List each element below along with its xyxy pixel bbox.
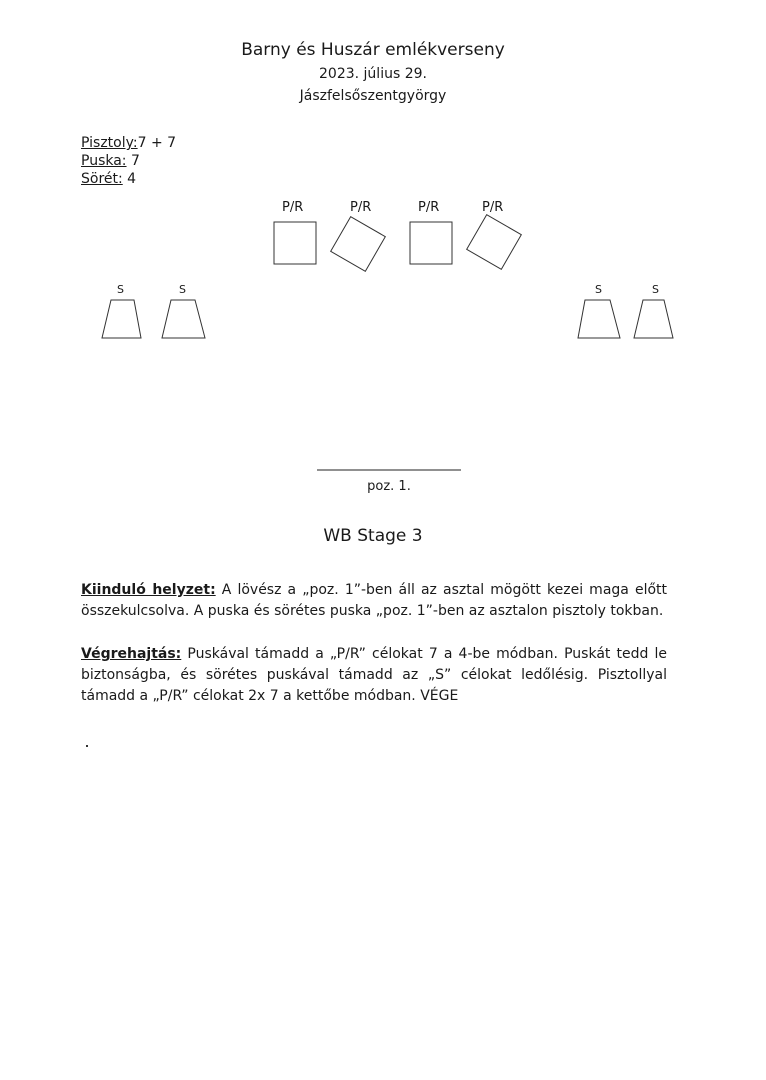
stray-dot xyxy=(86,745,88,747)
pr-label-2: P/R xyxy=(350,200,372,215)
s-label-1: S xyxy=(117,283,124,296)
pr-target-4 xyxy=(467,215,522,270)
shotgun-label: Sörét: xyxy=(81,171,123,187)
pistol-label: Pisztoly: xyxy=(81,135,138,151)
event-location: Jászfelsőszentgyörgy xyxy=(299,88,447,104)
shotgun-value: 4 xyxy=(122,171,137,187)
rifle-label: Puska: xyxy=(81,153,127,169)
start-position-text: A lövész a „poz. 1”-ben áll az asztal mögött kezei maga előtt összekulcsolva. A puska és sörétes puska „poz. 1”-ben az asztalon pisztoly tokban. xyxy=(81,582,668,619)
s-label-2: S xyxy=(179,283,186,296)
pistol-value: 7 + 7 xyxy=(137,135,177,151)
s-target-2 xyxy=(162,300,205,338)
pr-label-3: P/R xyxy=(418,200,440,215)
s-label-3: S xyxy=(595,283,602,296)
rifle-value: 7 xyxy=(126,153,140,169)
s-target-1 xyxy=(102,300,141,338)
stage-diagram xyxy=(0,0,766,520)
start-position-paragraph xyxy=(81,580,667,622)
s-target-3 xyxy=(578,300,620,338)
event-date: 2023. július 29. xyxy=(319,66,427,82)
pr-label-1: P/R xyxy=(282,200,304,215)
execution-text: Puskával támadd a „P/R” célokat 7 a 4-be módban. Puskát tedd le biztonságba, és sörétes puskával támadd az „S” célokat ledőlésig. Pisztollyal támadd a „P/R” célokat 2x 7 a kettőbe módban. VÉGE xyxy=(81,646,667,704)
s-label-4: S xyxy=(652,283,659,296)
pr-target-1 xyxy=(274,222,316,264)
stage-title: WB Stage 3 xyxy=(323,526,423,546)
position-label: poz. 1. xyxy=(367,479,411,494)
page-title: Barny és Huszár emlékverseny xyxy=(241,40,505,60)
pr-target-2 xyxy=(331,217,386,272)
pr-label-4: P/R xyxy=(482,200,504,215)
execution-label: Végrehajtás: xyxy=(81,646,182,662)
pr-target-3 xyxy=(410,222,452,264)
start-position-label: Kiinduló helyzet: xyxy=(81,582,216,598)
s-target-4 xyxy=(634,300,673,338)
execution-paragraph xyxy=(81,644,667,707)
